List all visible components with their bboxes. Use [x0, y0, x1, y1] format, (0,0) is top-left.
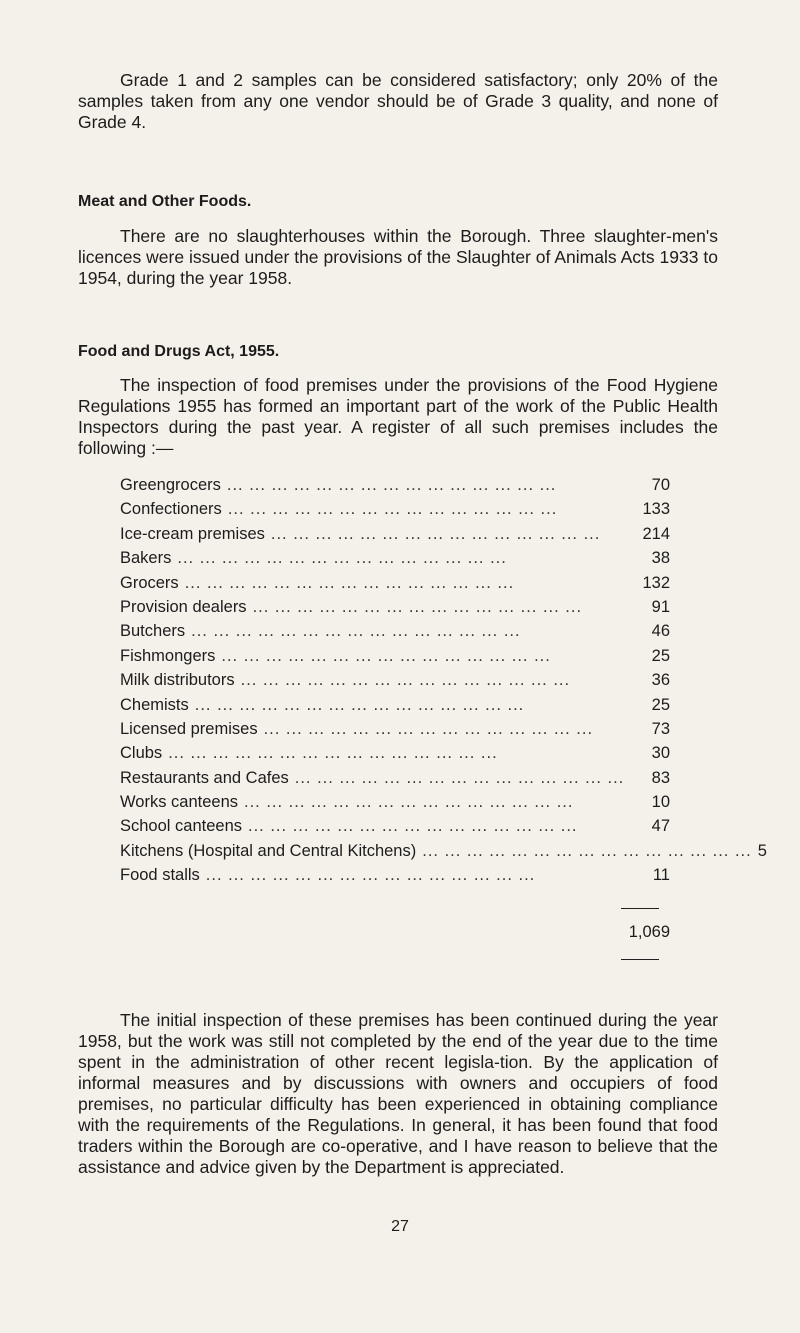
register-row-name: School canteens: [120, 817, 243, 836]
dot-leader: ... ... ... ... ... ... ... ... ... ... ... ... ... ... ...: [184, 573, 515, 592]
register-row-value: 132: [642, 573, 670, 592]
register-row-name: Bakers: [120, 549, 172, 568]
dot-leader: ... ... ... ... ... ... ... ... ... ... ... ... ... ... ...: [294, 768, 625, 787]
register-row-value: 30: [651, 744, 670, 763]
register-row: [120, 598, 670, 622]
dot-leader: ... ... ... ... ... ... ... ... ... ... ... ... ... ... ...: [263, 719, 594, 738]
dot-leader: ... ... ... ... ... ... ... ... ... ... ... ... ... ... ...: [422, 841, 752, 860]
register-row: [120, 671, 670, 695]
food-drugs-section-paragraph: The inspection of food premises under the provisions of the Food Hygiene Regulations 1955 has formed an important part of the work of the Public Health Inspectors during the past year. A register of all such premises includes the following :—: [78, 375, 718, 458]
register-row-name: Food stalls: [120, 866, 200, 885]
register-row: [120, 476, 670, 500]
register-row-value: 36: [651, 671, 670, 690]
register-row-name: Milk distributors: [120, 671, 235, 690]
register-row-name: Fishmongers: [120, 646, 216, 665]
register-row-name: Clubs: [120, 744, 163, 763]
page-number: 27: [391, 1218, 409, 1235]
register-row: [120, 525, 670, 549]
dot-leader: ... ... ... ... ... ... ... ... ... ... ... ... ... ... ...: [240, 671, 571, 690]
total-rule-bottom: [621, 959, 659, 960]
register-row-name: Kitchens (Hospital and Central Kitchens): [120, 841, 417, 860]
dot-leader: ... ... ... ... ... ... ... ... ... ... ... ... ... ... ...: [270, 524, 601, 543]
premises-register-table: [120, 476, 767, 891]
dot-leader: ... ... ... ... ... ... ... ... ... ... ... ... ... ... ...: [194, 695, 525, 714]
register-row-name: Chemists: [120, 695, 189, 714]
dot-leader: ... ... ... ... ... ... ... ... ... ... ... ... ... ... ...: [177, 549, 507, 568]
register-row-value: 83: [651, 768, 670, 787]
register-row-value: 70: [651, 476, 670, 494]
register-row-value: 214: [642, 524, 670, 543]
meat-section-paragraph: There are no slaughterhouses within the Borough. Three slaughter-men's licences were issued under the provisions of the Slaughter of Animals Acts 1933 to 1954, during the year 1958.: [78, 226, 718, 288]
dot-leader: ... ... ... ... ... ... ... ... ... ... ... ... ... ... ...: [205, 866, 536, 885]
register-row-name: Butchers: [120, 622, 186, 641]
closing-paragraph: The initial inspection of these premises has been continued during the year 1958, but the work was still not completed by the end of the year due to the time spent in the administration of other recent legisla-tion. By the application of informal measures and by discussions with owners and occupiers of food premises, no particular difficulty has been experienced in obtaining compliance with the requirements of the Regulations. In general, it has been found that food traders within the Borough are co-operative, and I have reason to believe that the assistance and advice given by the Department is appreciated.: [78, 1010, 718, 1177]
register-row-value: 47: [651, 817, 670, 836]
register-row: [120, 793, 670, 817]
intro-paragraph: Grade 1 and 2 samples can be considered satisfactory; only 20% of the samples taken from any one vendor should be of Grade 3 quality, and none of Grade 4.: [78, 70, 718, 132]
register-row-name: Provision dealers: [120, 597, 247, 616]
dot-leader: ... ... ... ... ... ... ... ... ... ... ... ... ... ... ...: [252, 597, 583, 616]
register-row: [120, 574, 670, 598]
dot-leader: ... ... ... ... ... ... ... ... ... ... ... ... ... ... ...: [168, 744, 498, 763]
register-row-value: 73: [651, 719, 670, 738]
register-row-value: 25: [651, 646, 670, 665]
dot-leader: ... ... ... ... ... ... ... ... ... ... ... ... ... ... ...: [221, 646, 551, 665]
register-row-value: 91: [651, 597, 670, 616]
register-row-name: Restaurants and Cafes: [120, 768, 289, 787]
register-row: [120, 744, 670, 768]
dot-leader: ... ... ... ... ... ... ... ... ... ... ... ... ... ... ...: [248, 817, 578, 836]
register-row-name: Confectioners: [120, 500, 222, 519]
meat-section-heading: Meat and Other Foods.: [78, 193, 252, 210]
register-row-name: Greengrocers: [120, 476, 221, 494]
register-row-name: Grocers: [120, 573, 179, 592]
register-row: [120, 647, 670, 671]
register-row: [120, 500, 670, 524]
dot-leader: ... ... ... ... ... ... ... ... ... ... ... ... ... ... ...: [191, 622, 521, 641]
register-row-name: Works canteens: [120, 793, 238, 812]
register-row-value: 38: [651, 549, 670, 568]
register-row: [120, 720, 670, 744]
dot-leader: ... ... ... ... ... ... ... ... ... ... ... ... ... ... ...: [244, 793, 574, 812]
dot-leader: ... ... ... ... ... ... ... ... ... ... ... ... ... ... ...: [226, 476, 557, 494]
register-row: [120, 817, 670, 841]
register-row-value: 133: [642, 500, 670, 519]
register-total: 1,069: [628, 923, 670, 941]
register-row-value: 11: [652, 866, 670, 885]
register-row-value: 25: [651, 695, 670, 714]
register-row-name: Licensed premises: [120, 719, 258, 738]
register-row: [120, 769, 670, 793]
register-row: [120, 841, 767, 866]
register-row: [120, 696, 670, 720]
total-rule-top: [621, 908, 659, 909]
register-row-value: 5: [757, 841, 767, 860]
register-row: [120, 622, 670, 646]
register-row-name: Ice-cream premises: [120, 524, 265, 543]
register-row-value: 10: [651, 793, 670, 812]
dot-leader: ... ... ... ... ... ... ... ... ... ... ... ... ... ... ...: [227, 500, 558, 519]
food-drugs-section-heading: Food and Drugs Act, 1955.: [78, 343, 280, 360]
register-row: [120, 866, 670, 890]
register-row-value: 46: [651, 622, 670, 641]
register-row: [120, 549, 670, 573]
